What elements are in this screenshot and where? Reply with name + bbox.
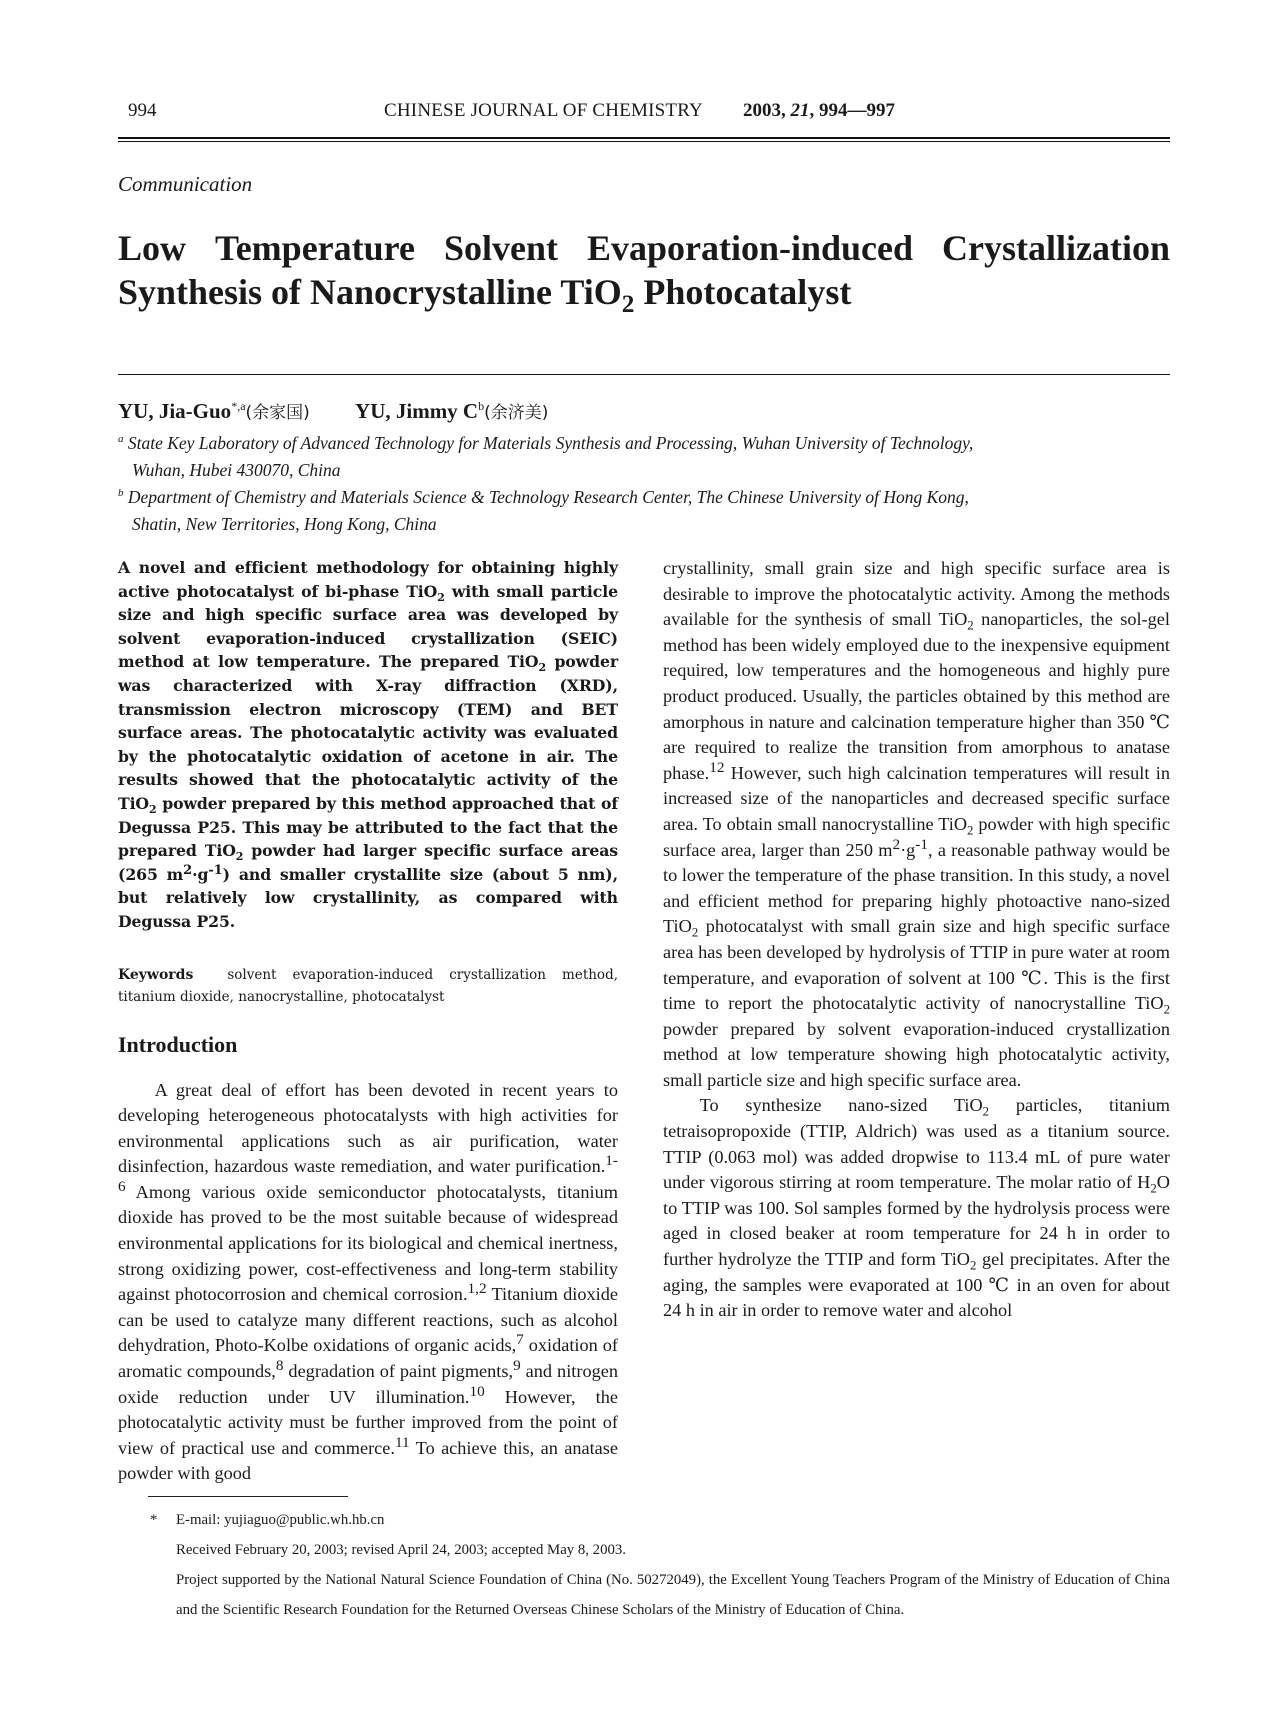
title-line-1 [118, 226, 1170, 270]
article-category: Communication [118, 172, 253, 196]
author-list [118, 398, 548, 424]
running-header [118, 100, 1170, 132]
keywords [118, 964, 618, 1008]
footnote-rule [148, 1496, 348, 1497]
title-line-2: Synthesis of Nanocrystalline TiO$_2$ Photocatalyst [118, 272, 852, 319]
footnote-received: Received February 20, 2003; revised April 24, 2003; accepted May 8, 2003. [176, 1542, 626, 1558]
introduction-body [118, 1078, 618, 1488]
affiliation-b: $^b$ Department of Chemistry and Materials Science & Technology Research Center, The Chinese University of Hong Kong, Shatin, New Territories, Hong Kong, China [118, 487, 969, 534]
affiliation-a: $^a$ State Key Laboratory of Advanced Technology for Materials Synthesis and Processing, Wuhan University of Technology, Wuhan, Hubei 430070, China [118, 433, 974, 480]
citation-volume: 21 [790, 100, 810, 121]
title-word: Crystallization [942, 228, 1170, 268]
paragraph: A great deal of effort has been devoted in recent years to developing heterogeneous photocatalysts with high activities for environmental applications such as air purification, water disinfection, hazardous waste remediation, and water purification.$^{1-6}$ Among various oxide semiconductor photocatalysts, titanium dioxide has proved to be the most suitable because of widespread environmental applications for its biological and chemical inertness, strong oxidizing power, cost-effectiveness and long-term stability against photocorrosion and chemical corrosion.$^{1,2}$ Titanium dioxide can be used to catalyze many different reactions, such as alcohol dehydration, Photo-Kolbe oxidations of organic acids,$^7$ oxidation of aromatic compounds,$^8$ degradation of paint pigments,$^9$ and nitrogen oxide reduction under UV illumination.$^{10}$ However, the photocatalytic activity must be further improved from the point of view of practical use and commerce.$^{11}$ To achieve this, an anatase powder with good [118, 1079, 618, 1484]
keywords-text: solvent evaporation-induced crystallization method, titanium dioxide, nanocrystalline, photocatalyst [118, 966, 618, 1005]
paragraph: crystallinity, small grain size and high specific surface area is desirable to improve the photocatalytic activity. Among the methods available for the synthesis of small TiO$_2$ nanoparticles, the sol-gel method has been widely employed due to the inexpensive equipment required, low temperatures and the homogeneous and highly pure product produced. Usually, the particles obtained by this method are amorphous in nature and calcination temperature higher than 350 ℃ are required to realize the transition from amorphous to anatase phase.$^{12}$ However, such high calcination temperatures will result in increased size of the nanoparticles and decreased specific surface area. To obtain small nanocrystalline TiO$_2$ powder with high specific surface area, larger than 250 $m^2\cdot g^{-1}$, a reasonable pathway would be to lower the temperature of the phase transition. In this study, a novel and efficient method for preparing highly photoactive nano-sized TiO$_2$ photocatalyst with small grain size and high specific surface area has been developed by hydrolysis of TTIP in pure water at room temperature, and evaporation of solvent at 100 ℃. This is the first time to report the photocatalytic activity of nanocrystalline TiO$_2$ powder prepared by solvent evaporation-induced crystallization method at low temperature showing high photocatalytic activity, small particle size and high specific surface area. [663, 558, 1171, 1090]
header-rule [118, 137, 1170, 139]
footnote-funding: Project supported by the National Natural Science Foundation of China (No. 50272049), the Excellent Young Teachers Program of the Ministry of Education of China and the Scientific Research Foundation for the Returned Overseas Chinese Scholars of the Ministry of Education of China. [176, 1572, 1170, 1618]
paragraph: To synthesize nano-sized TiO$_2$ particles, titanium tetraisopropoxide (TTIP, Aldrich) was used as a titanium source. TTIP (0.063 mol) was added dropwise to 113.4 mL of pure water under vigorous stirring at room temperature. The molar ratio of $H_2O$ to TTIP was 100. Sol samples formed by the hydrolysis process were aged in closed beaker at room temperature for 24 h in order to further hydrolyze the TTIP and form TiO$_2$ gel precipitates. After the aging, the samples were evaporated at 100 ℃ in an oven for about 24 h in air in order to remove water and alcohol [663, 1095, 1170, 1321]
page-number: 994 [128, 100, 157, 121]
footnote-email: * E-mail: yujiaguo@public.wh.hb.cn [150, 1512, 385, 1528]
section-heading-introduction: Introduction [118, 1031, 238, 1057]
citation [743, 100, 895, 122]
footnotes [150, 1505, 1170, 1625]
article-title [118, 226, 1170, 319]
title-rule [118, 374, 1170, 375]
author-1: YU, Jia-Guo$^{*,a}$(余家国) [118, 399, 310, 423]
left-column [118, 556, 618, 1487]
title-word: Solvent [443, 228, 558, 268]
author-2: YU, Jimmy $C^b$(余济美) [355, 399, 549, 423]
keywords-label: Keywords [118, 966, 194, 983]
citation-pages: , 994—997 [809, 100, 895, 121]
header-rule-thin [118, 141, 1170, 142]
title-word: Low [118, 228, 187, 268]
title-word: Evaporation-induced [586, 228, 914, 268]
journal-name: CHINESE JOURNAL OF CHEMISTRY [384, 100, 703, 121]
title-word: Temperature [215, 228, 415, 268]
citation-year: 2003, [743, 100, 786, 121]
abstract: A novel and efficient methodology for obtaining highly active photocatalyst of bi-phase TiO$_2$ with small particle size and high specific surface area was developed by solvent evaporation-induced crystallization (SEIC) method at low temperature. The prepared TiO$_2$ powder was characterized with X-ray diffraction (XRD), transmission electron microscopy (TEM) and BET surface areas. The photocatalytic activity was evaluated by the photocatalytic oxidation of acetone in air. The results showed that the photocatalytic activity of the TiO$_2$ powder prepared by this method approached that of Degussa P25. This may be attributed to the fact that the prepared TiO$_2$ powder had larger specific surface areas (265 $m^2\cdot g^{-1}$) and smaller crystallite size (about 5 nm), but relatively low crystallinity, as compared with Degussa P25. [118, 558, 619, 931]
right-column [663, 556, 1170, 1324]
